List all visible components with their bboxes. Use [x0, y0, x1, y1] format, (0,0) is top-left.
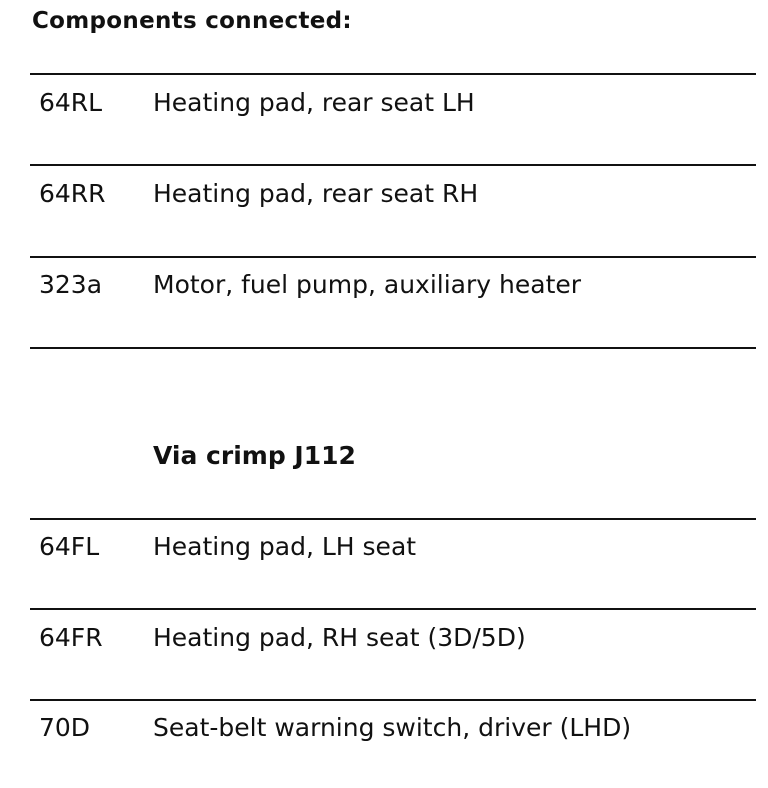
list-item [0, 529, 768, 565]
component-code: 70D [39, 713, 91, 742]
divider [30, 73, 756, 75]
component-code: 64RR [39, 179, 106, 208]
component-code: 323a [39, 270, 103, 299]
divider [30, 256, 756, 258]
crimp-subheading: Via crimp J112 [153, 441, 356, 470]
divider [30, 699, 756, 701]
components-heading: Components connected: [32, 8, 352, 34]
divider [30, 608, 756, 610]
list-item [0, 620, 768, 656]
component-description: Heating pad, RH seat (3D/5D) [153, 623, 526, 652]
component-description: Heating pad, LH seat [153, 532, 417, 561]
divider [30, 164, 756, 166]
list-item [0, 176, 768, 212]
list-item [0, 267, 768, 303]
component-description: Heating pad, rear seat LH [153, 88, 475, 117]
component-code: 64RL [39, 88, 103, 117]
divider [30, 347, 756, 349]
divider [30, 518, 756, 520]
list-item [0, 710, 768, 746]
component-code: 64FL [39, 532, 100, 561]
component-description: Heating pad, rear seat RH [153, 179, 479, 208]
component-code: 64FR [39, 623, 103, 652]
component-description: Seat-belt warning switch, driver (LHD) [153, 713, 632, 742]
list-item [0, 85, 768, 121]
component-description: Motor, fuel pump, auxiliary heater [153, 270, 582, 299]
